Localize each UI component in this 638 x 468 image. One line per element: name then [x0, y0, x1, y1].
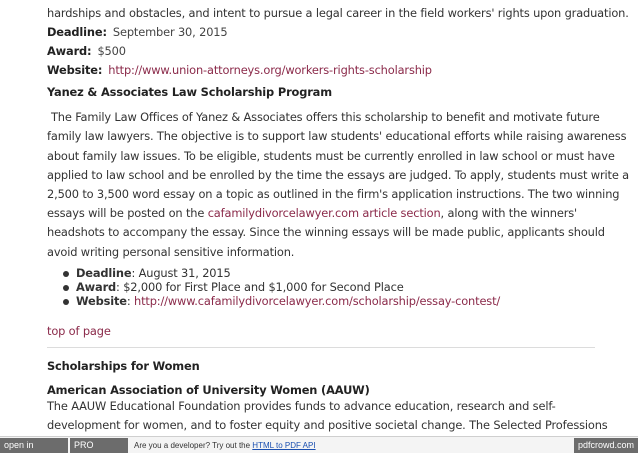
intro-line: hardships and obstacles, and intent to pursue a legal career in the field workers' rights upon graduation.: [47, 6, 629, 20]
aauw-title: American Association of University Women (AAUW): [47, 383, 370, 397]
document-content: [47, 4, 630, 433]
yanez-line-text: essays will be posted on the: [47, 206, 208, 221]
pdfcrowd-footer: [0, 436, 638, 465]
section-title: Scholarships for Women: [47, 359, 200, 373]
award-label: Award:: [47, 44, 92, 59]
deadline-value: September 30, 2015: [112, 25, 228, 40]
website-link[interactable]: http://www.cafamilydivorcelawyer.com/scholarship/essay-contest/: [134, 293, 501, 308]
developer-promo: [134, 438, 316, 453]
award-value: : $2,000 for First Place and $1,000 for Second Place: [116, 279, 404, 294]
list-item: [63, 266, 595, 280]
yanez-line: 2,500 to 3,500 word essay on a topic as outlined in the firm's application instructions. The two winning: [47, 186, 620, 201]
award-row: [47, 42, 595, 61]
yanez-details-list: [63, 266, 595, 308]
yanez-description: [47, 108, 630, 262]
deadline-value: : August 31, 2015: [131, 265, 231, 280]
developer-text: Are you a developer? Try out the: [134, 441, 253, 450]
website-label: Website: [76, 293, 127, 308]
aauw-description: [47, 397, 608, 435]
award-value: $500: [97, 44, 126, 59]
pro-version-button[interactable]: PRO version: [70, 438, 128, 453]
yanez-line-with-link: [47, 204, 595, 223]
yanez-line: about family law issues. To be eligible, students must be currently enrolled in law school or must have: [47, 148, 615, 163]
top-of-page-link[interactable]: top of page: [47, 324, 111, 338]
website-link[interactable]: http://www.union-attorneys.org/workers-rights-scholarship: [108, 63, 432, 78]
yanez-line: family law lawyers. The objective is to support law students' educational efforts while raising awareness: [47, 129, 627, 144]
article-section-link[interactable]: cafamilydivorcelawyer.com article section: [207, 206, 441, 221]
yanez-line: avoid writing personal sensitive information.: [47, 244, 295, 259]
website-label: Website:: [47, 63, 103, 78]
deadline-label: Deadline:: [47, 25, 107, 40]
bullet-icon: [63, 285, 69, 291]
aauw-line: development for women, and to foster equity and positive societal change. The Selected Professions: [47, 418, 608, 433]
bullet-icon: [63, 299, 69, 305]
bullet-icon: [63, 271, 69, 277]
html-to-pdf-api-link[interactable]: HTML to PDF API: [252, 441, 316, 450]
deadline-label: Deadline: [76, 265, 132, 280]
open-in-browser-button[interactable]: open in browser: [0, 438, 68, 453]
website-row: [47, 61, 595, 80]
yanez-line: headshots to accompany the essay. Since the winning essays will be made public, applicants should: [47, 225, 605, 240]
website-separator: :: [126, 293, 135, 308]
yanez-title: Yanez & Associates Law Scholarship Program: [47, 85, 332, 100]
section-divider: [47, 347, 595, 348]
pdfcrowd-brand-link[interactable]: pdfcrowd.com: [574, 438, 638, 453]
yanez-line: The Family Law Offices of Yanez & Associates offers this scholarship to benefit and motivate future: [51, 110, 600, 125]
list-item: [63, 280, 595, 294]
deadline-row: [47, 23, 595, 42]
aauw-line: The AAUW Educational Foundation provides funds to advance education, research and self-: [47, 399, 556, 413]
yanez-line: applied to law school and be enrolled by the time the essays are judged. To apply, students must write a: [47, 167, 630, 182]
award-label: Award: [76, 279, 117, 294]
yanez-line-text: , along with the winners': [440, 206, 577, 221]
list-item: [63, 294, 595, 308]
